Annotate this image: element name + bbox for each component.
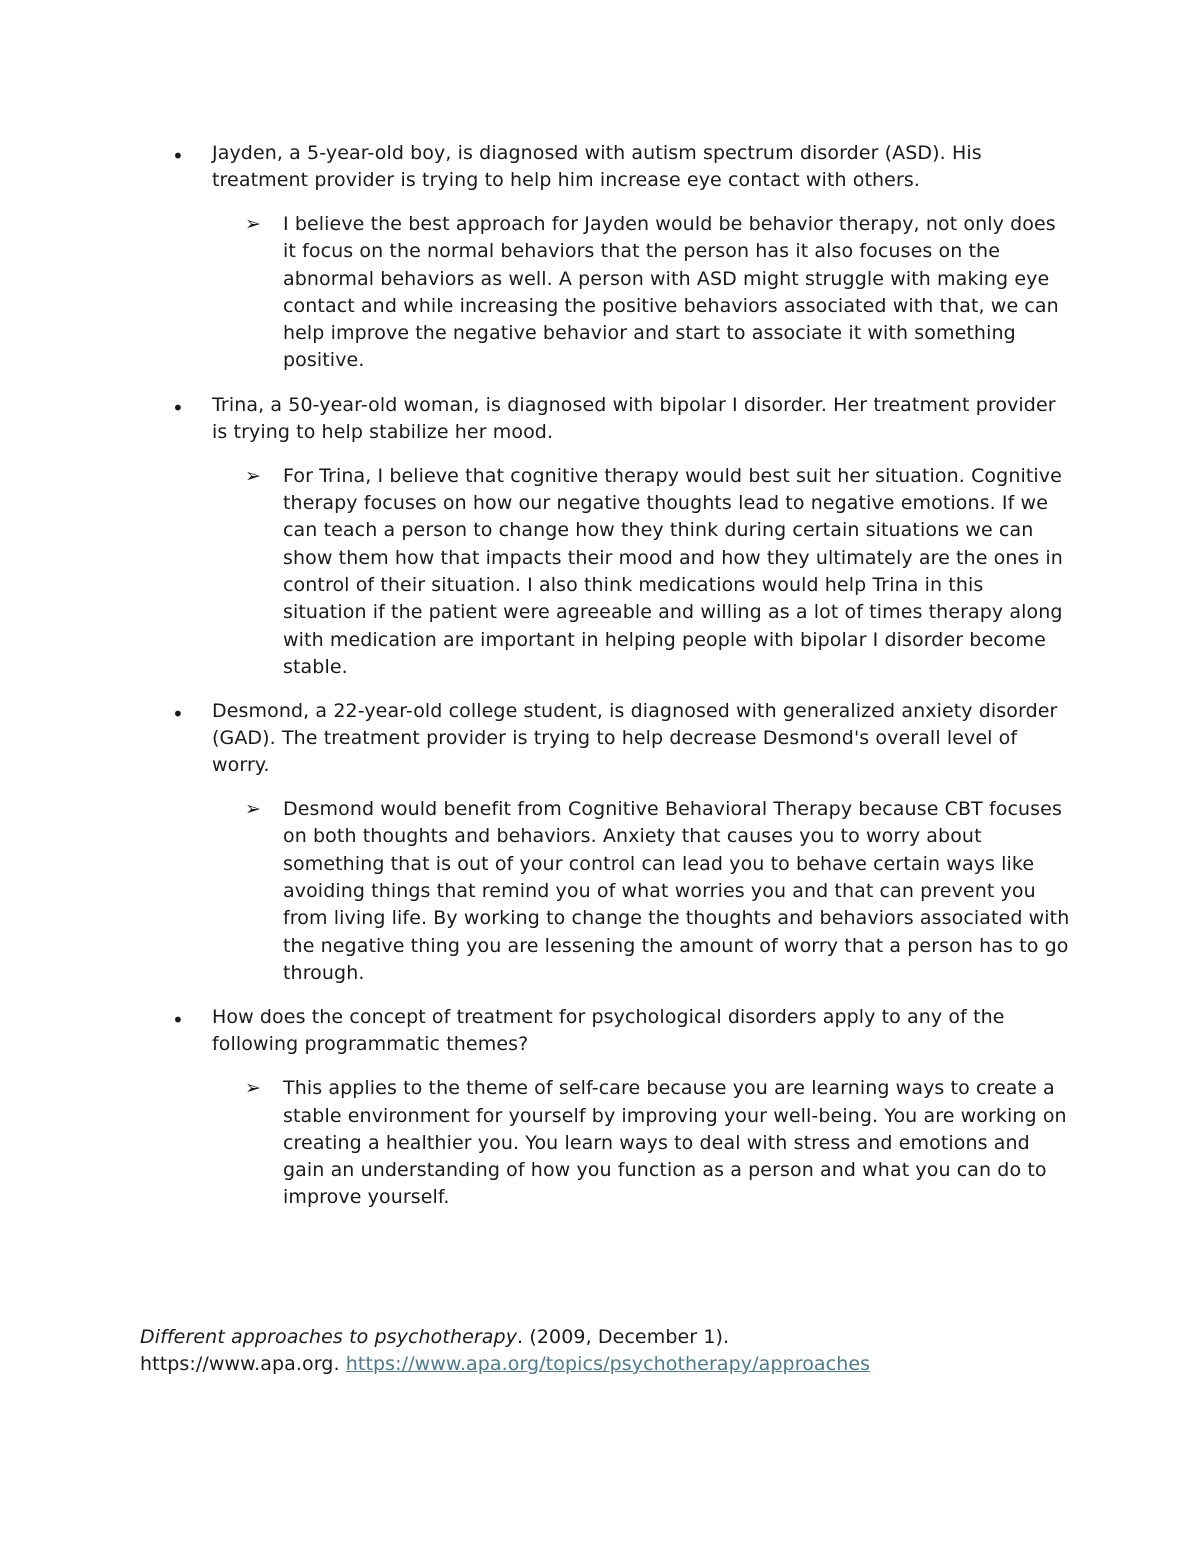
case-item-desmond: [172, 698, 1072, 987]
reference-date: . (2009, December 1).: [517, 1326, 730, 1348]
case-item-jayden: [172, 140, 1072, 375]
case-description: Trina, a 50-year-old woman, is diagnosed with bipolar I disorder. Her treatment provider is trying to help stabilize her mood.: [212, 393, 1056, 443]
arrow-bullet-icon: ➢: [245, 1077, 261, 1100]
bullet-icon: •: [172, 1008, 184, 1033]
answer-text: For Trina, I believe that cognitive therapy would best suit her situation. Cognitive therapy focuses on how our negative thoughts lead to negative emotions. If we can teach a person to change how they think during certain situations we can show them how that impacts their mood and how they ultimately are the ones in control of their situation. I also think medications would help Trina in this situation if the patient were agreeable and willing as a lot of times therapy along with medication are important in helping people with bipolar I disorder become stable.: [283, 464, 1063, 678]
reference-site: https://www.apa.org.: [140, 1353, 346, 1375]
case-item-trina: [172, 392, 1072, 681]
case-item-themes: [172, 1004, 1072, 1211]
reference-citation: [140, 1324, 1100, 1378]
reference-title: Different approaches to psychotherapy: [140, 1326, 518, 1348]
case-description: Jayden, a 5-year-old boy, is diagnosed with autism spectrum disorder (ASD). His treatment provider is trying to help him increase eye contact with others.: [212, 142, 982, 191]
answer-text: Desmond would benefit from Cognitive Behavioral Therapy because CBT focuses on both thoughts and behaviors. Anxiety that causes you to worry about something that is out of your control can lead you to behave certain ways like avoiding things that remind you of what worries you and that can prevent you from living life. By working to change the thoughts and behaviors associated with the negative thing you are lessening the amount of worry that a person has to go through.: [283, 798, 1070, 984]
arrow-bullet-icon: ➢: [245, 464, 261, 487]
arrow-bullet-icon: ➢: [245, 213, 261, 235]
case-description: Desmond, a 22-year-old college student, is diagnosed with generalized anxiety disorder (GAD). The treatment provider is trying to help decrease Desmond's overall level of worry.: [212, 700, 1058, 777]
answer-item: [212, 211, 1072, 375]
arrow-bullet-icon: ➢: [245, 798, 261, 821]
bullet-icon: •: [172, 144, 184, 168]
answer-item: [212, 463, 1072, 681]
bullet-icon: •: [172, 702, 184, 727]
answer-text: This applies to the theme of self-care because you are learning ways to create a stable environment for yourself by improving your well-being. You are working on creating a healthier you. You learn ways to deal with stress and emotions and gain an understanding of how you function as a person and what you can do to improve yourself.: [283, 1077, 1067, 1209]
answer-text: I believe the best approach for Jayden would be behavior therapy, not only does it focus on the normal behaviors that the person has it also focuses on the abnormal behaviors as well. A person with ASD might struggle with making eye contact and while increasing the positive behaviors associated with that, we can help improve the negative behavior and start to associate it with something positive.: [283, 213, 1059, 372]
reference-link[interactable]: https://www.apa.org/topics/psychotherapy/approaches: [345, 1353, 871, 1375]
bullet-icon: •: [172, 395, 184, 420]
case-description: How does the concept of treatment for psychological disorders apply to any of the following programmatic themes?: [212, 1006, 1005, 1056]
case-list: [172, 140, 1072, 1229]
answer-item: [212, 1075, 1072, 1211]
answer-item: [212, 796, 1072, 987]
